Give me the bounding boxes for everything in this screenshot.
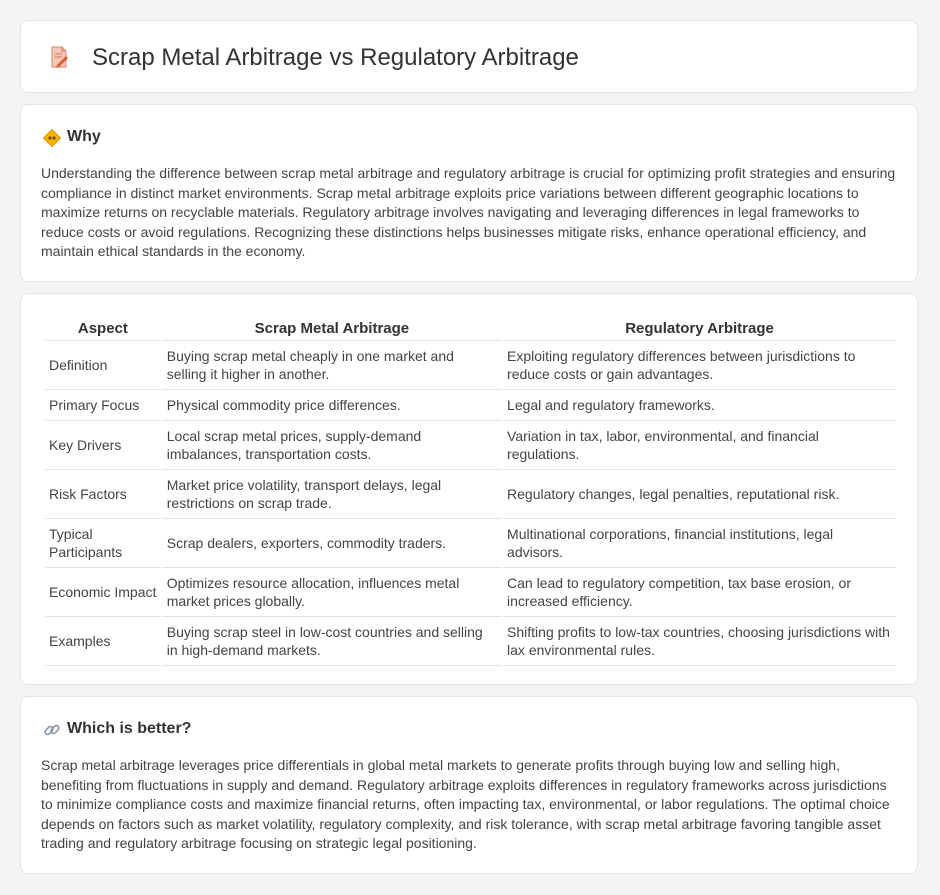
which-is-better-text: Scrap metal arbitrage leverages price differentials in global metal markets to generate profits through buying low and selling high, benefiting from fluctuations in supply and demand. Regulatory arbitrage exploits differences in regulatory frameworks across jurisdictions to minimize compliance costs and maximize financial returns, often impacting tax, environmental, or labor regulations. The optimal choice depends on factors such as market volatility, regulatory complexity, and risk tolerance, with scrap metal arbitrage favoring tangible asset trading and regulatory arbitrage focusing on strategic legal positioning. (41, 757, 890, 852)
regulatory-cell: Exploiting regulatory differences between jurisdictions to reduce costs or gain advantages. (503, 341, 896, 390)
page-title: Scrap Metal Arbitrage vs Regulatory Arbitrage (92, 44, 579, 71)
document-pencil-icon (47, 45, 71, 69)
table-row (45, 519, 896, 568)
table-row (45, 617, 896, 666)
header-regulatory: Regulatory Arbitrage (503, 314, 896, 341)
comparison-table-card (20, 293, 918, 685)
header-aspect: Aspect (45, 314, 161, 341)
header-scrap-metal: Scrap Metal Arbitrage (163, 314, 501, 341)
aspect-cell: Typical Participants (45, 519, 161, 568)
why-title: Why (67, 128, 101, 145)
scrap-cell: Optimizes resource allocation, influences metal market prices globally. (163, 568, 501, 617)
table-header-row (45, 314, 896, 341)
scrap-cell: Scrap dealers, exporters, commodity traders. (163, 519, 501, 568)
scrap-cell: Market price volatility, transport delays, legal restrictions on scrap trade. (163, 470, 501, 519)
why-text: Understanding the difference between scrap metal arbitrage and regulatory arbitrage is crucial for optimizing profit strategies and ensuring compliance in distinct market environments. Scrap metal arbitrage exploits price variations between different geographic locations to maximize returns on recyclable materials. Regulatory arbitrage involves navigating and leveraging differences in legal frameworks to reduce costs or avoid regulations. Recognizing these distinctions helps businesses mitigate risks, enhance operational efficiency, and maintain ethical standards in the economy. (41, 165, 896, 260)
why-section (20, 104, 918, 282)
diamond-sign-icon (43, 129, 61, 147)
table-row (45, 390, 896, 421)
scrap-cell: Physical commodity price differences. (163, 390, 501, 421)
scrap-cell: Local scrap metal prices, supply-demand imbalances, transportation costs. (163, 421, 501, 470)
regulatory-cell: Regulatory changes, legal penalties, reputational risk. (503, 470, 896, 519)
regulatory-cell: Shifting profits to low-tax countries, choosing jurisdictions with lax environmental rules. (503, 617, 896, 666)
scrap-cell: Buying scrap metal cheaply in one market and selling it higher in another. (163, 341, 501, 390)
link-icon (43, 721, 61, 739)
scrap-cell: Buying scrap steel in low-cost countries and selling in high-demand markets. (163, 617, 501, 666)
table-row (45, 341, 896, 390)
aspect-cell: Primary Focus (45, 390, 161, 421)
which-is-better-section (20, 696, 918, 874)
table-row (45, 470, 896, 519)
comparison-table (43, 314, 898, 666)
regulatory-cell: Variation in tax, labor, environmental, and financial regulations. (503, 421, 896, 470)
which-is-better-title: Which is better? (67, 720, 192, 737)
header-card (20, 20, 918, 93)
regulatory-cell: Legal and regulatory frameworks. (503, 390, 896, 421)
aspect-cell: Key Drivers (45, 421, 161, 470)
aspect-cell: Economic Impact (45, 568, 161, 617)
table-row (45, 568, 896, 617)
table-row (45, 421, 896, 470)
aspect-cell: Examples (45, 617, 161, 666)
aspect-cell: Definition (45, 341, 161, 390)
regulatory-cell: Can lead to regulatory competition, tax base erosion, or increased efficiency. (503, 568, 896, 617)
aspect-cell: Risk Factors (45, 470, 161, 519)
regulatory-cell: Multinational corporations, financial institutions, legal advisors. (503, 519, 896, 568)
